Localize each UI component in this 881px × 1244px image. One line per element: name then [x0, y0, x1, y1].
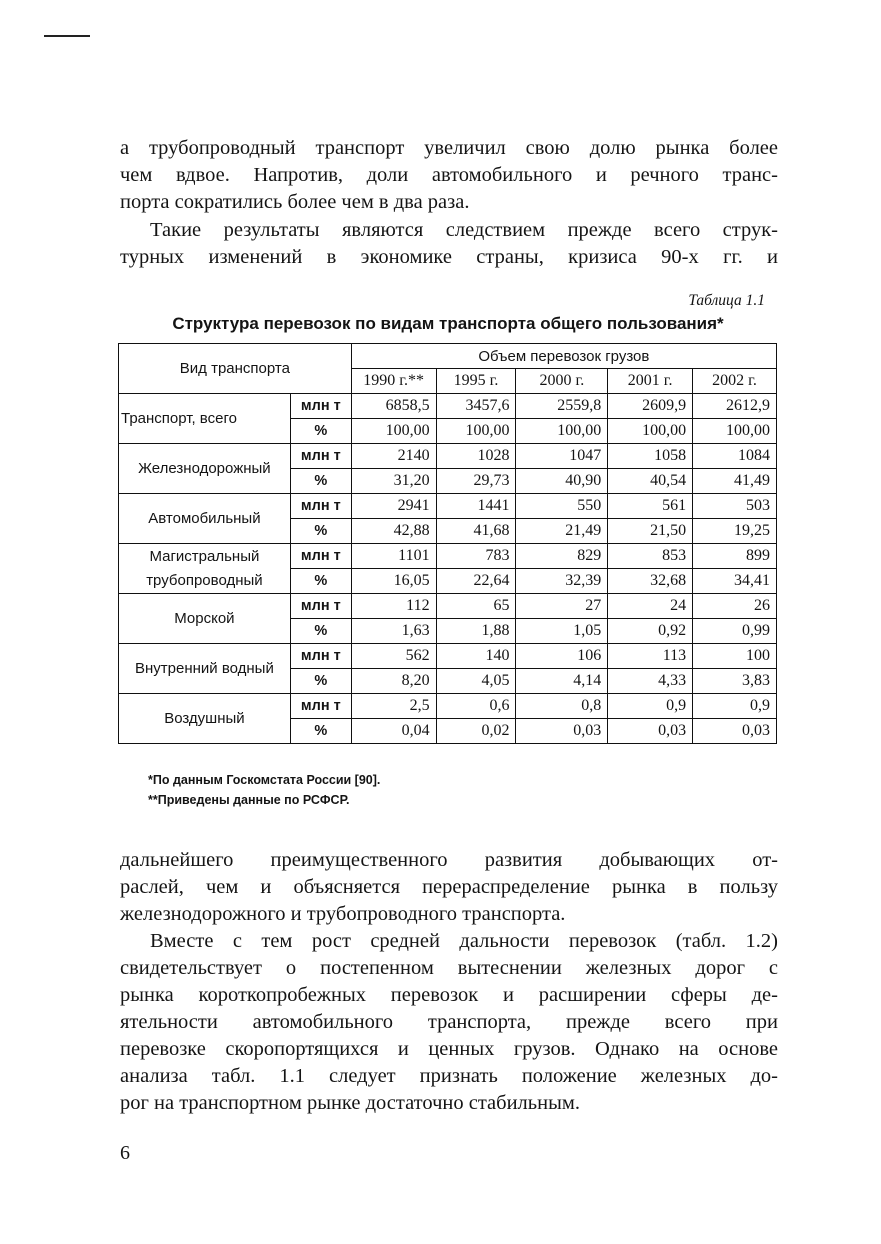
share-cell: 100,00 — [608, 419, 693, 444]
unit-label: % — [290, 569, 351, 594]
table-row — [119, 394, 777, 419]
transport-mode: Морской — [119, 594, 291, 644]
text-line: перевозке скоропортящихся и ценных грузов. Однако на основе — [120, 1038, 778, 1060]
text-line: свидетельствует о постепенном вытеснении железных дорог с — [120, 957, 778, 979]
paragraph-3 — [120, 847, 778, 928]
header-year: 2001 г. — [608, 369, 693, 394]
text-line: Вместе с тем рост средней дальности перевозок (табл. 1.2) — [150, 930, 778, 952]
volume-cell: 3457,6 — [436, 394, 516, 419]
footnote: **Приведены данные по РСФСР. — [148, 793, 350, 807]
header-rule — [44, 35, 90, 37]
share-cell: 32,39 — [516, 569, 608, 594]
share-cell: 41,68 — [436, 519, 516, 544]
header-year: 1990 г.** — [351, 369, 436, 394]
share-cell: 100,00 — [436, 419, 516, 444]
share-cell: 19,25 — [693, 519, 777, 544]
table-row — [119, 644, 777, 669]
transport-mode: Внутренний водный — [119, 644, 291, 694]
text-line: порта сократились более чем в два раза. — [120, 191, 470, 213]
volume-cell: 853 — [608, 544, 693, 569]
volume-cell: 1047 — [516, 444, 608, 469]
unit-label: млн т — [290, 644, 351, 669]
unit-label: млн т — [290, 394, 351, 419]
volume-cell: 2941 — [351, 494, 436, 519]
volume-cell: 2140 — [351, 444, 436, 469]
unit-label: % — [290, 519, 351, 544]
text-line: дальнейшего преимущественного развития добывающих от- — [120, 849, 778, 871]
text-line: турных изменений в экономике страны, кризиса 90-х гг. и — [120, 246, 778, 268]
share-cell: 0,04 — [351, 719, 436, 744]
share-cell: 31,20 — [351, 469, 436, 494]
transport-mode: Транспорт, всего — [119, 394, 291, 444]
unit-label: млн т — [290, 444, 351, 469]
share-cell: 0,02 — [436, 719, 516, 744]
header-year: 2000 г. — [516, 369, 608, 394]
table-row — [119, 694, 777, 719]
volume-cell: 550 — [516, 494, 608, 519]
text-line: а трубопроводный транспорт увеличил свою долю рынка более — [120, 137, 778, 159]
text-line: раслей, чем и объясняется перераспределение рынка в пользу — [120, 876, 778, 898]
volume-cell: 0,6 — [436, 694, 516, 719]
volume-cell: 112 — [351, 594, 436, 619]
share-cell: 100,00 — [693, 419, 777, 444]
text-line: железнодорожного и трубопроводного транспорта. — [120, 903, 566, 925]
share-cell: 34,41 — [693, 569, 777, 594]
share-cell: 1,05 — [516, 619, 608, 644]
share-cell: 21,50 — [608, 519, 693, 544]
volume-cell: 27 — [516, 594, 608, 619]
share-cell: 41,49 — [693, 469, 777, 494]
share-cell: 32,68 — [608, 569, 693, 594]
transport-mode: Воздушный — [119, 694, 291, 744]
text-line: анализа табл. 1.1 следует признать положение железных до- — [120, 1065, 778, 1087]
paragraph-1 — [120, 135, 778, 216]
volume-cell: 503 — [693, 494, 777, 519]
volume-cell: 1441 — [436, 494, 516, 519]
unit-label: млн т — [290, 594, 351, 619]
share-cell: 4,33 — [608, 669, 693, 694]
table-title: Структура перевозок по видам транспорта общего пользования* — [172, 314, 724, 333]
paragraph-2 — [120, 217, 778, 271]
volume-cell: 24 — [608, 594, 693, 619]
table-row — [119, 444, 777, 469]
volume-cell: 783 — [436, 544, 516, 569]
transport-table — [118, 343, 777, 744]
volume-cell: 26 — [693, 594, 777, 619]
share-cell: 1,88 — [436, 619, 516, 644]
share-cell: 100,00 — [351, 419, 436, 444]
transport-mode: Железнодорожный — [119, 444, 291, 494]
transport-mode: Автомобильный — [119, 494, 291, 544]
volume-cell: 0,9 — [608, 694, 693, 719]
header-year: 2002 г. — [693, 369, 777, 394]
share-cell: 8,20 — [351, 669, 436, 694]
unit-label: млн т — [290, 494, 351, 519]
volume-cell: 140 — [436, 644, 516, 669]
volume-cell: 561 — [608, 494, 693, 519]
page-number: 6 — [120, 1142, 130, 1164]
volume-cell: 100 — [693, 644, 777, 669]
volume-cell: 6858,5 — [351, 394, 436, 419]
volume-cell: 65 — [436, 594, 516, 619]
volume-cell: 2559,8 — [516, 394, 608, 419]
share-cell: 0,03 — [693, 719, 777, 744]
text-line: Такие результаты являются следствием прежде всего струк- — [150, 219, 778, 241]
volume-cell: 106 — [516, 644, 608, 669]
table-row — [119, 494, 777, 519]
volume-cell: 899 — [693, 544, 777, 569]
volume-cell: 1028 — [436, 444, 516, 469]
share-cell: 4,05 — [436, 669, 516, 694]
header-mode: Вид транспорта — [119, 344, 352, 394]
share-cell: 100,00 — [516, 419, 608, 444]
share-cell: 3,83 — [693, 669, 777, 694]
unit-label: % — [290, 669, 351, 694]
transport-mode: Магистральный трубопроводный — [119, 544, 291, 594]
share-cell: 40,54 — [608, 469, 693, 494]
table-label: Таблица 1.1 — [688, 292, 765, 309]
share-cell: 22,64 — [436, 569, 516, 594]
volume-cell: 0,8 — [516, 694, 608, 719]
volume-cell: 2612,9 — [693, 394, 777, 419]
unit-label: % — [290, 719, 351, 744]
share-cell: 0,92 — [608, 619, 693, 644]
volume-cell: 562 — [351, 644, 436, 669]
share-cell: 0,03 — [516, 719, 608, 744]
volume-cell: 1084 — [693, 444, 777, 469]
share-cell: 42,88 — [351, 519, 436, 544]
header-year: 1995 г. — [436, 369, 516, 394]
text-line: рог на транспортном рынке достаточно стабильным. — [120, 1092, 580, 1114]
share-cell: 4,14 — [516, 669, 608, 694]
text-line: чем вдвое. Напротив, доли автомобильного и речного транс- — [120, 164, 778, 186]
unit-label: % — [290, 419, 351, 444]
share-cell: 16,05 — [351, 569, 436, 594]
volume-cell: 2,5 — [351, 694, 436, 719]
volume-cell: 2609,9 — [608, 394, 693, 419]
volume-cell: 0,9 — [693, 694, 777, 719]
share-cell: 21,49 — [516, 519, 608, 544]
paragraph-4 — [120, 928, 778, 1117]
share-cell: 1,63 — [351, 619, 436, 644]
volume-cell: 1058 — [608, 444, 693, 469]
unit-label: % — [290, 619, 351, 644]
footnote: *По данным Госкомстата России [90]. — [148, 773, 381, 787]
header-volume: Объем перевозок грузов — [351, 344, 776, 369]
volume-cell: 829 — [516, 544, 608, 569]
unit-label: млн т — [290, 694, 351, 719]
unit-label: % — [290, 469, 351, 494]
unit-label: млн т — [290, 544, 351, 569]
share-cell: 0,03 — [608, 719, 693, 744]
text-line: рынка короткопробежных перевозок и расширении сферы де- — [120, 984, 778, 1006]
table-row — [119, 544, 777, 569]
share-cell: 40,90 — [516, 469, 608, 494]
volume-cell: 1101 — [351, 544, 436, 569]
share-cell: 0,99 — [693, 619, 777, 644]
share-cell: 29,73 — [436, 469, 516, 494]
table-row — [119, 594, 777, 619]
text-line: ятельности автомобильного транспорта, прежде всего при — [120, 1011, 778, 1033]
volume-cell: 113 — [608, 644, 693, 669]
